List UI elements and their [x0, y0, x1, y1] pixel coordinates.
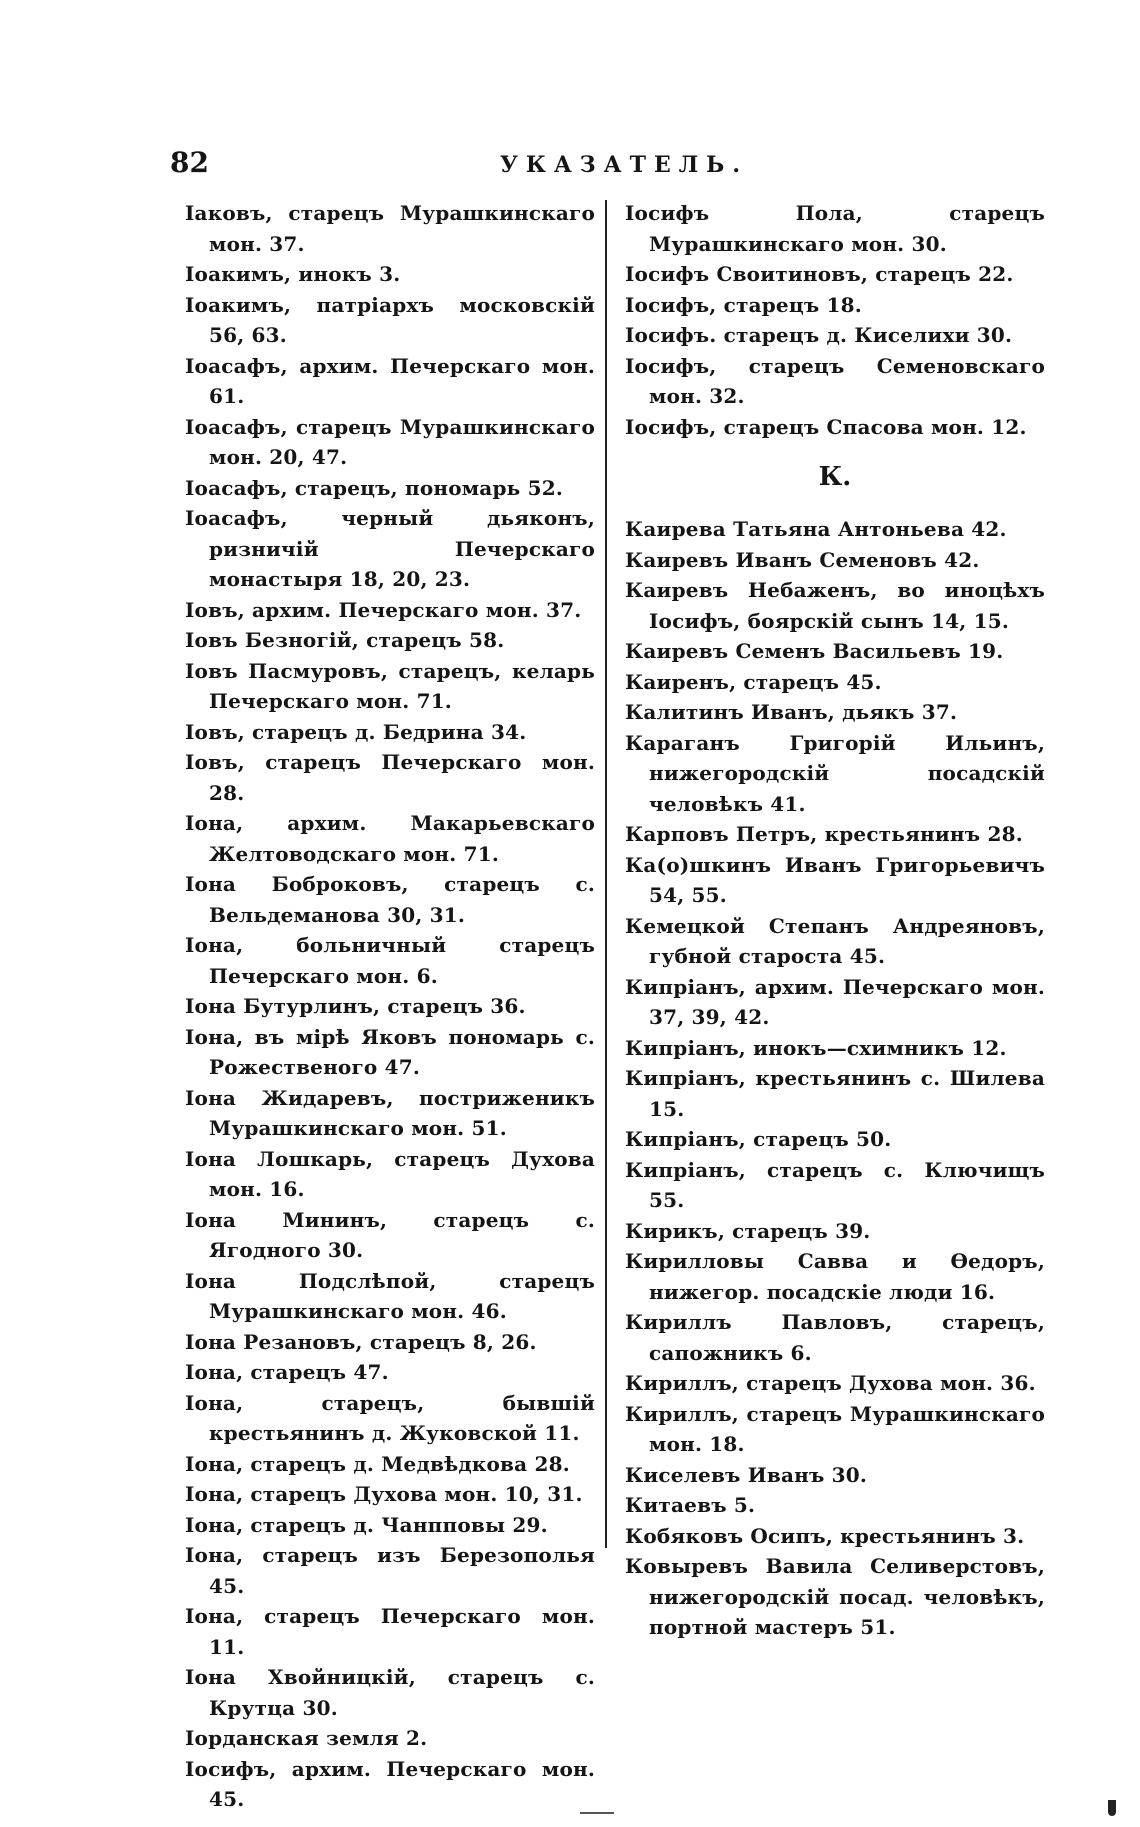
index-entry: Каиревъ Небаженъ, во иноцѣхъ Іосифъ, боярскій сынъ 14, 15.	[625, 578, 1045, 633]
index-entry: Іосифъ Своитиновъ, старецъ 22.	[625, 262, 1014, 286]
index-entry: Кириллъ, старецъ Мурашкинскаго мон. 18.	[625, 1401, 1045, 1456]
column-divider	[605, 200, 607, 1548]
index-entry: Китаевъ 5.	[625, 1493, 756, 1517]
index-entry: Каиревъ Иванъ Семеновъ 42.	[625, 547, 980, 572]
index-entry: Іосифъ Пола, старецъ Мурашкинскаго мон. 30.	[625, 201, 1045, 256]
page-number: 82	[170, 146, 209, 179]
index-entry: Іона, въ мірѣ Яковъ пономарь с. Рожественого 47.	[185, 1024, 595, 1079]
index-entry: Кемецкой Степанъ Андреяновъ, губной староста 45.	[625, 913, 1045, 968]
index-entry: Іовъ, архим. Печерскаго мон. 37.	[185, 597, 582, 622]
index-entry: Іона, старецъ Печерскаго мон. 11.	[185, 1604, 595, 1659]
index-entry: Карповъ Петръ, крестьянинъ 28.	[625, 822, 1023, 846]
index-entry: Іоакимъ, инокъ 3.	[185, 262, 401, 286]
index-entry: Кипріанъ, старецъ с. Ключищъ 55.	[625, 1157, 1045, 1212]
index-entry: Кириллъ, старецъ Духова мон. 36.	[625, 1371, 1036, 1395]
index-entry: Іоасафъ, черный дьяконъ, ризничій Печерскаго монастыря 18, 20, 23.	[185, 506, 595, 591]
index-entry: Іоакимъ, патріархъ московскій 56, 63.	[185, 292, 595, 347]
index-entry: Іовъ, старецъ Печерскаго мон. 28.	[185, 750, 595, 805]
index-entry: Іосифъ, старецъ Семеновскаго мон. 32.	[625, 353, 1045, 408]
index-entry: Караганъ Григорій Ильинъ, нижегородскій посадскій человѣкъ 41.	[625, 730, 1045, 816]
index-entry: Іона, старецъ 47.	[185, 1360, 389, 1384]
index-entry: Іона, старецъ д. Чанпповы 29.	[185, 1512, 548, 1537]
index-entry: Кирилловы Савва и Ѳедоръ, нижегор. посадскіе люди 16.	[625, 1249, 1045, 1304]
index-entry: Кипріанъ, архим. Печерскаго мон. 37, 39, 42.	[625, 974, 1045, 1029]
index-entry: Іона Подслѣпой, старецъ Мурашкинскаго мон. 46.	[185, 1268, 595, 1323]
index-entry: Кипріанъ, старецъ 50.	[625, 1127, 892, 1151]
running-head: УКАЗАТЕЛЬ.	[500, 152, 748, 178]
index-entry: Ка(о)шкинъ Иванъ Григорьевичъ 54, 55.	[625, 852, 1045, 907]
index-column-right	[625, 198, 1045, 1643]
letter-heading: К.	[818, 462, 852, 492]
index-entry: Іона, больничный старецъ Печерскаго мон. 6.	[185, 933, 595, 988]
index-entry: Іовъ, старецъ д. Бедрина 34.	[185, 719, 527, 744]
index-entry: Каиревъ Семенъ Васильевъ 19.	[625, 639, 1004, 663]
index-entry: Іона Резановъ, старецъ 8, 26.	[185, 1329, 537, 1354]
index-entry: Іона Лошкарь, старецъ Духова мон. 16.	[185, 1146, 595, 1201]
index-entry: Іона Хвойницкій, старецъ с. Крутца 30.	[185, 1665, 595, 1720]
index-entry: Киселевъ Иванъ 30.	[625, 1462, 868, 1487]
index-entry: Іаковъ, старецъ Мурашкинскаго мон. 37.	[185, 201, 595, 256]
index-entry: Іорданская земля 2.	[185, 1726, 428, 1750]
index-entry: Іосифъ, архим. Печерскаго мон. 45.	[185, 1756, 595, 1811]
index-column-left	[185, 198, 595, 1815]
index-entry: Іосифъ, старецъ Спасова мон. 12.	[625, 414, 1027, 439]
index-entry: Ковыревъ Вавила Селиверстовъ, нижегородскій посад. человѣкъ, портной мастеръ 51.	[625, 1554, 1045, 1639]
index-entry: Іона, старецъ д. Медвѣдкова 28.	[185, 1451, 570, 1476]
index-entry: Іона, старецъ изъ Березополья 45.	[185, 1543, 595, 1598]
index-entry: Іовъ Безногій, старецъ 58.	[185, 628, 505, 652]
index-entry: Каирева Татьяна Антоньева 42.	[625, 517, 1007, 541]
index-entry: Іона, старецъ Духова мон. 10, 31.	[185, 1482, 583, 1506]
index-entry: Іона Бутурлинъ, старецъ 36.	[185, 994, 526, 1018]
index-entry: Іоасафъ, старецъ Мурашкинскаго мон. 20, 47.	[185, 414, 595, 469]
index-entry: Іоасафъ, архим. Печерскаго мон. 61.	[185, 353, 595, 408]
corner-scan-mark	[1108, 1800, 1116, 1816]
bottom-rule-mark	[580, 1812, 614, 1814]
index-entry: Кирикъ, старецъ 39.	[625, 1218, 871, 1243]
index-entry: Кипріанъ, инокъ—схимникъ 12.	[625, 1035, 1007, 1060]
index-entry: Кобяковъ Осипъ, крестьянинъ 3.	[625, 1523, 1025, 1548]
index-entry: Іона Мининъ, старецъ с. Ягодного 30.	[185, 1207, 595, 1262]
index-entry: Іона Жидаревъ, постриженикъ Мурашкинскаго мон. 51.	[185, 1085, 595, 1140]
index-entry: Іоасафъ, старецъ, пономарь 52.	[185, 475, 563, 500]
index-entry: Іосифъ. старецъ д. Киселихи 30.	[625, 323, 1013, 347]
index-entry: Каиренъ, старецъ 45.	[625, 669, 882, 694]
index-entry: Іона, архим. Макарьевскаго Желтоводскаго мон. 71.	[185, 811, 595, 866]
index-entry: Іона Боброковъ, старецъ с. Вельдеманова 30, 31.	[185, 872, 595, 927]
index-entry: Іосифъ, старецъ 18.	[625, 292, 862, 317]
index-entry: Калитинъ Иванъ, дьякъ 37.	[625, 700, 958, 724]
index-entry: Іона, старецъ, бывшій крестьянинъ д. Жуковской 11.	[185, 1390, 595, 1445]
index-entry: Кипріанъ, крестьянинъ с. Шилева 15.	[625, 1066, 1045, 1121]
index-entry: Кириллъ Павловъ, старецъ, сапожникъ 6.	[625, 1310, 1045, 1365]
index-entry: Іовъ Пасмуровъ, старецъ, келарь Печерскаго мон. 71.	[185, 658, 595, 713]
